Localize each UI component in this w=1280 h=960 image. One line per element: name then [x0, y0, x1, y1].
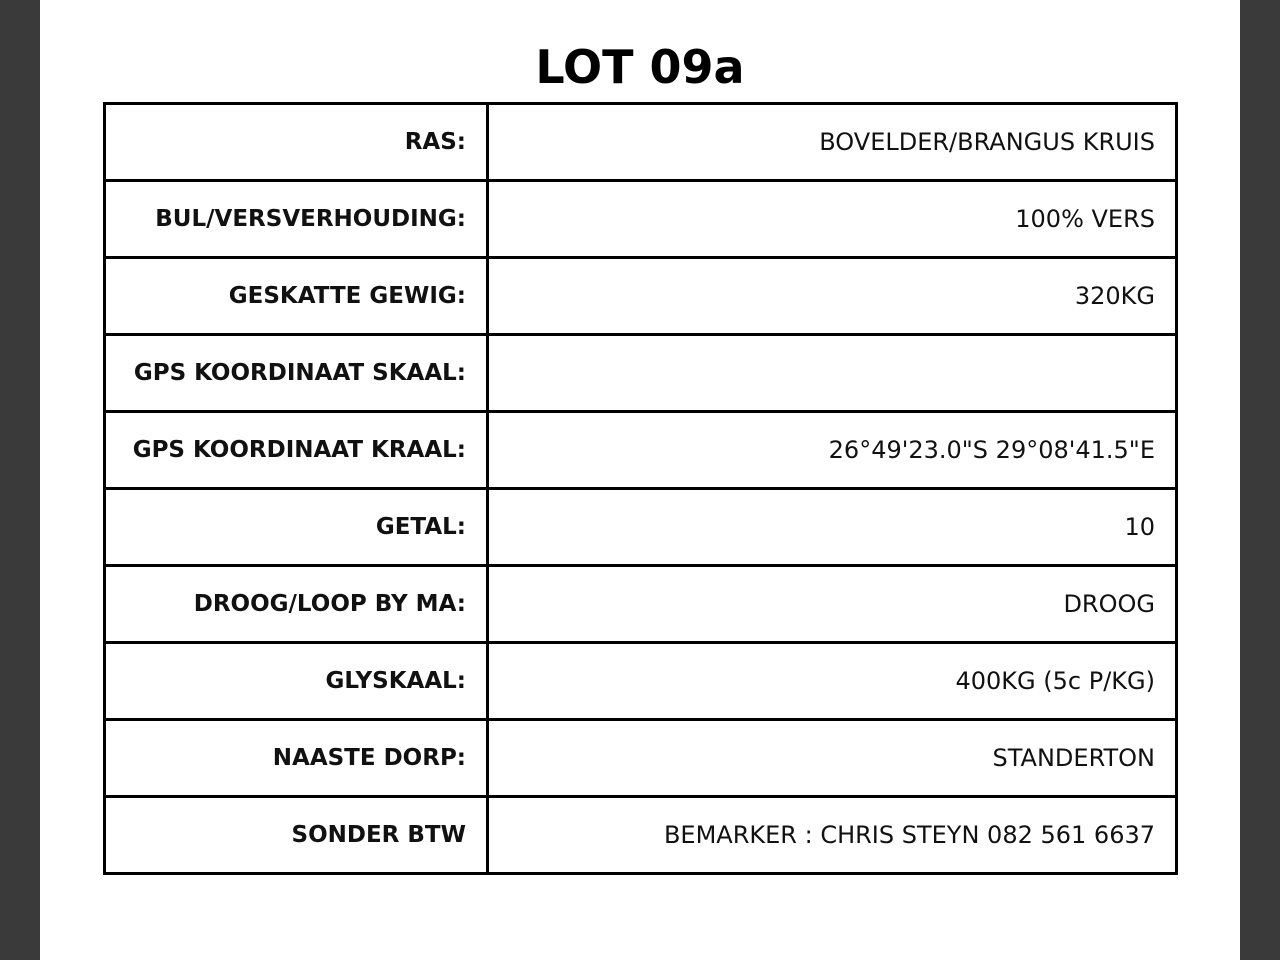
- row-value: 320KG: [488, 258, 1177, 335]
- row-label: RAS:: [105, 104, 488, 181]
- row-value: DROOG: [488, 566, 1177, 643]
- row-label: GPS KOORDINAAT KRAAL:: [105, 412, 488, 489]
- row-label: GLYSKAAL:: [105, 643, 488, 720]
- table-row-glyskaal: [105, 643, 1177, 720]
- row-value: BEMARKER : CHRIS STEYN 082 561 6637: [488, 797, 1177, 874]
- row-label: GESKATTE GEWIG:: [105, 258, 488, 335]
- document-page: [40, 0, 1240, 960]
- table-row-gps-kraal: [105, 412, 1177, 489]
- table-row-ras: [105, 104, 1177, 181]
- row-value: 26°49'23.0"S 29°08'41.5"E: [488, 412, 1177, 489]
- row-label: SONDER BTW: [105, 797, 488, 874]
- table-row-geskatte-gewig: [105, 258, 1177, 335]
- table-row-bul-versverhouding: [105, 181, 1177, 258]
- row-value: BOVELDER/BRANGUS KRUIS: [488, 104, 1177, 181]
- table-row-sonder-btw: [105, 797, 1177, 874]
- lot-info-table: [103, 102, 1178, 875]
- row-label: GPS KOORDINAAT SKAAL:: [105, 335, 488, 412]
- row-label: BUL/VERSVERHOUDING:: [105, 181, 488, 258]
- row-value: 400KG (5c P/KG): [488, 643, 1177, 720]
- table-row-droog-loop: [105, 566, 1177, 643]
- row-label: NAASTE DORP:: [105, 720, 488, 797]
- lot-title: LOT 09a: [535, 40, 745, 94]
- row-label: DROOG/LOOP BY MA:: [105, 566, 488, 643]
- table-row-naaste-dorp: [105, 720, 1177, 797]
- table-row-getal: [105, 489, 1177, 566]
- row-value: 100% VERS: [488, 181, 1177, 258]
- row-label: GETAL:: [105, 489, 488, 566]
- table-row-gps-skaal: [105, 335, 1177, 412]
- row-value: 10: [488, 489, 1177, 566]
- row-value: STANDERTON: [488, 720, 1177, 797]
- row-value: [488, 335, 1177, 412]
